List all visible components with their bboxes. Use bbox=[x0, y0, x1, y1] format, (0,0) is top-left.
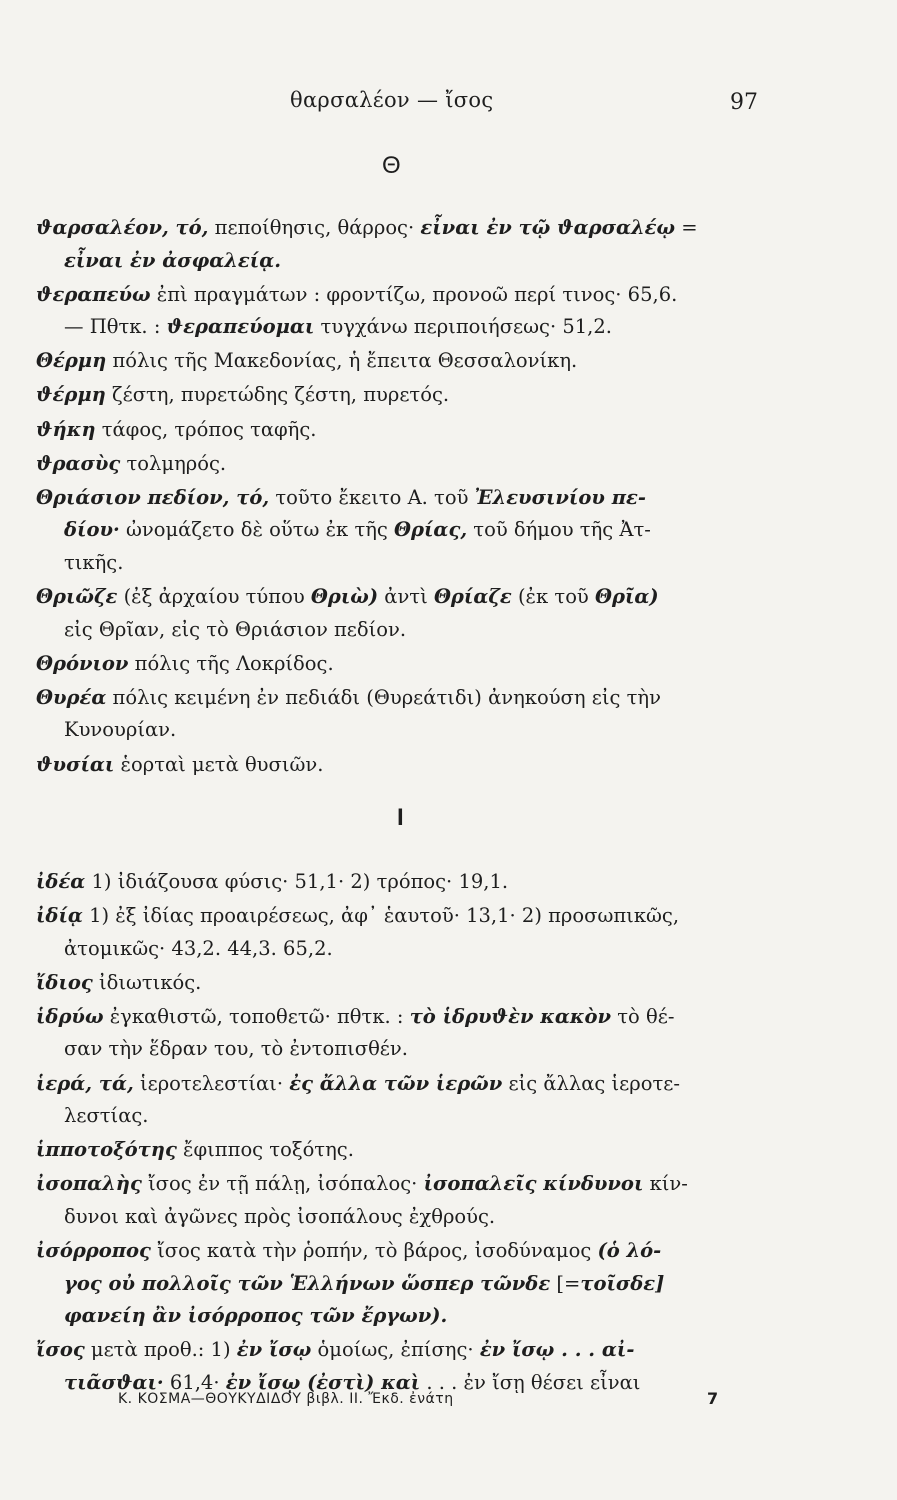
footer-signature: 7 bbox=[707, 1389, 719, 1408]
entry-first-line bbox=[36, 349, 577, 372]
dictionary-entry bbox=[36, 1068, 766, 1133]
dictionary-entry bbox=[36, 1168, 766, 1233]
entry-first-line bbox=[36, 686, 661, 709]
dictionary-entry bbox=[36, 448, 766, 481]
page-number: 97 bbox=[730, 90, 758, 115]
entry-definition-text: τοῦ δήμου τῆς Ἀτ- bbox=[467, 518, 651, 542]
dictionary-entry bbox=[36, 1001, 766, 1066]
entry-definition-text: ἴσος κατὰ τὴν ῥοπήν, τὸ βάρος, ἰσοδύναμος bbox=[150, 1239, 598, 1263]
entry-first-line bbox=[36, 1005, 674, 1028]
entry-first-line bbox=[36, 1138, 354, 1161]
entry-definition-text: εἰς ἄλλας ἱεροτε- bbox=[502, 1071, 680, 1095]
dictionary-entry bbox=[36, 967, 766, 1000]
entry-definition-text: 1) ἰδιάζουσα φύσις· 51,1· 2) τρόπος· 19,1. bbox=[85, 870, 509, 893]
dictionary-entry bbox=[36, 345, 766, 378]
dictionary-entry bbox=[36, 279, 766, 344]
entry-first-line bbox=[36, 652, 334, 675]
entry-definition-text: μετὰ προθ.: 1) bbox=[84, 1338, 237, 1362]
dictionary-entry bbox=[36, 482, 766, 580]
entry-definition-text: [= bbox=[550, 1271, 581, 1295]
entries-iota bbox=[36, 866, 766, 1401]
entry-first-line bbox=[36, 1239, 661, 1262]
entry-definition-text: τάφος, τρόπος ταφῆς. bbox=[95, 417, 317, 441]
entry-definition-text: Κυνουρίαν. bbox=[64, 718, 177, 742]
entry-definition-text: τολμηρός. bbox=[120, 451, 227, 475]
entry-first-line bbox=[36, 904, 679, 927]
entry-definition-text: ἔφιππος τοξότης. bbox=[176, 1138, 354, 1162]
entry-lemma-text: ἱπποτοξότης bbox=[36, 1138, 177, 1162]
dictionary-entry bbox=[36, 648, 766, 681]
entry-continuation-line bbox=[36, 614, 766, 647]
entry-first-line bbox=[36, 283, 677, 306]
entry-definition-text: ἴσος ἐν τῇ πάλῃ, ἰσόπαλος· bbox=[141, 1172, 424, 1196]
entry-lemma-text: ἐς ἄλλα τῶν ἱερῶν bbox=[289, 1071, 503, 1095]
entry-lemma-text: ϑεραπεύομαι bbox=[166, 315, 315, 339]
entry-first-line bbox=[36, 1072, 680, 1095]
entry-lemma-text: ἴδιος bbox=[36, 970, 93, 994]
entry-definition-text: κίν- bbox=[643, 1172, 688, 1196]
entry-definition-text: τυγχάνω περιποιήσεως· 51,2. bbox=[314, 315, 612, 339]
entry-lemma-text: ἰσόρροπος bbox=[36, 1239, 151, 1263]
entry-definition-text: πεποίθησις, θάρρος· bbox=[208, 216, 421, 239]
entry-continuation-line bbox=[36, 1201, 766, 1234]
entry-lemma-text: τοῖσδε] bbox=[580, 1271, 665, 1295]
entry-lemma-text: ϑεραπεύω bbox=[36, 282, 151, 306]
entry-definition-text: ἀντὶ bbox=[378, 585, 434, 609]
entry-first-line bbox=[36, 1338, 634, 1361]
entry-definition-text: πόλις τῆς Μακεδονίας, ἡ ἔπειτα Θεσσαλονίκη. bbox=[106, 349, 578, 373]
entry-lemma-text: φανείη ἂν ἰσόρροπος τῶν ἔργων). bbox=[64, 1304, 448, 1328]
entry-first-line bbox=[36, 486, 646, 509]
entry-lemma-text: ἱερά, τά, bbox=[36, 1071, 134, 1095]
entry-first-line bbox=[36, 216, 698, 239]
dictionary-entry bbox=[36, 414, 766, 447]
entry-lemma-text: Θρίαζε bbox=[433, 585, 512, 609]
entry-lemma-text: εἶναι ἐν ἀσφαλείᾳ. bbox=[64, 248, 282, 272]
entry-definition-text: ἑορταὶ μετὰ θυσιῶν. bbox=[114, 752, 324, 776]
entry-lemma-text: ἐν ἴσῳ . . . αἰ- bbox=[479, 1338, 635, 1362]
entry-definition-text: . . . ἐν ἴσῃ θέσει εἶναι bbox=[420, 1370, 641, 1394]
dictionary-entry bbox=[36, 1334, 766, 1399]
dictionary-entry bbox=[36, 212, 766, 277]
entry-lemma-text: τιᾶσϑαι· bbox=[64, 1370, 164, 1394]
dictionary-entry bbox=[36, 1235, 766, 1333]
entry-definition-text: ἀτομικῶς· 43,2. 44,3. 65,2. bbox=[64, 936, 333, 960]
entry-continuation-line bbox=[36, 1300, 766, 1333]
entry-lemma-text: εἶναι ἐν τῷ ϑαρσαλέῳ bbox=[420, 216, 676, 239]
entry-continuation-line bbox=[36, 714, 766, 747]
entry-definition-text: πόλις κειμένη ἐν πεδιάδι (Θυρεάτιδι) ἀνηκούση εἰς τὴν bbox=[106, 685, 661, 709]
entry-lemma-text: ἰδίᾳ bbox=[36, 904, 83, 928]
entry-definition-text: λεστίας. bbox=[64, 1104, 149, 1128]
entry-definition-text: ἐπὶ πραγμάτων : φροντίζω, προνοῶ περί τινος· 65,6. bbox=[150, 282, 678, 306]
entry-lemma-text: ϑήκη bbox=[36, 417, 96, 441]
entry-lemma-text: Θριὼ) bbox=[310, 585, 379, 609]
running-head: θαρσαλέον — ἴσος bbox=[290, 88, 494, 112]
dictionary-entry bbox=[36, 379, 766, 412]
footer-imprint: Κ. ΚΟΣΜΑ—ΘΟΥΚΥΔΙΔΟΥ βιβλ. ΙΙ. Ἔκδ. ἐνάτη bbox=[118, 1391, 454, 1407]
dictionary-entry bbox=[36, 1134, 766, 1167]
entry-definition-text: τικῆς. bbox=[64, 550, 124, 574]
entry-lemma-text: ἐν ἴσῳ bbox=[236, 1338, 312, 1362]
entry-continuation-line bbox=[36, 514, 766, 547]
entry-definition-text: — Πθτκ. : bbox=[64, 315, 167, 339]
entry-lemma-text: Θέρμη bbox=[36, 349, 107, 373]
entry-lemma-text: ϑρασὺς bbox=[36, 451, 121, 475]
entry-definition-text: σαν τὴν ἕδραν του, τὸ ἐντοπισθέν. bbox=[64, 1037, 408, 1061]
entry-lemma-text: Ἐλευσινίου πε- bbox=[474, 485, 646, 509]
entry-lemma-text: ἰσοπαλεῖς κίνδυνοι bbox=[423, 1172, 644, 1196]
entry-definition-text: ἱεροτελεστίαι· bbox=[133, 1071, 290, 1095]
entry-definition-text: (ἐξ ἀρχαίου τύπου bbox=[117, 585, 311, 609]
entry-definition-text: 61,4· bbox=[163, 1370, 226, 1394]
entry-continuation-line bbox=[36, 311, 766, 344]
dictionary-entry bbox=[36, 900, 766, 965]
entry-lemma-text: ἱδρύω bbox=[36, 1004, 104, 1028]
entry-definition-text: τὸ θέ- bbox=[611, 1004, 675, 1028]
entry-lemma-text: τὸ ἱδρυϑὲν κακὸν bbox=[409, 1004, 612, 1028]
entry-lemma-text: ϑαρσαλέον, τό, bbox=[36, 216, 209, 239]
entry-lemma-text: Θρῖα) bbox=[595, 585, 659, 609]
dictionary-entry bbox=[36, 682, 766, 747]
entry-continuation-line bbox=[36, 1268, 766, 1301]
entry-lemma-text: Θριῶζε bbox=[36, 585, 118, 609]
entry-continuation-line bbox=[36, 1100, 766, 1133]
section-letter-iota: I bbox=[397, 804, 404, 831]
entry-lemma-text: δίου· bbox=[64, 518, 120, 542]
entry-continuation-line bbox=[36, 933, 766, 966]
entry-definition-text: δυνοι καὶ ἀγῶνες πρὸς ἰσοπάλους ἐχθρούς. bbox=[64, 1204, 496, 1228]
entry-lemma-text: ϑυσίαι bbox=[36, 752, 115, 776]
entry-definition-text: ἰδιωτικός. bbox=[92, 970, 202, 994]
entry-definition-text: εἰς Θρῖαν, εἰς τὸ Θριάσιον πεδίον. bbox=[64, 617, 407, 641]
entry-definition-text: τοῦτο ἔκειτο Α. τοῦ bbox=[269, 485, 475, 509]
entry-continuation-line bbox=[36, 547, 766, 580]
entry-lemma-text: γος οὐ πολλοῖς τῶν Ἑλλήνων ὥσπερ τῶνδε bbox=[64, 1271, 551, 1295]
dictionary-entry bbox=[36, 749, 766, 782]
entry-first-line bbox=[36, 452, 226, 475]
entry-lemma-text: (ὁ λό- bbox=[597, 1239, 662, 1263]
entry-lemma-text: ἰδέα bbox=[36, 870, 86, 893]
entry-first-line bbox=[36, 971, 201, 994]
entry-definition-text: ὁμοίως, ἐπίσης· bbox=[311, 1338, 480, 1362]
entry-first-line bbox=[36, 1172, 688, 1195]
section-letter-theta: Θ bbox=[382, 152, 401, 179]
entry-definition-text: (ἐκ τοῦ bbox=[511, 585, 595, 609]
entry-definition-text: ἐγκαθιστῶ, τοποθετῶ· πθτκ. : bbox=[103, 1004, 410, 1028]
entry-first-line bbox=[36, 870, 508, 893]
entry-lemma-text: Θρίας, bbox=[394, 518, 468, 542]
entry-first-line bbox=[36, 383, 449, 406]
entry-lemma-text: Θριάσιον πεδίον, τό, bbox=[36, 485, 270, 509]
entry-definition-text: 1) ἐξ ἰδίας προαιρέσεως, ἀφ᾽ ἑαυτοῦ· 13,1· 2) προσωπικῶς, bbox=[82, 904, 680, 928]
entry-lemma-text: ἐν ἴσῳ (ἐστὶ) καὶ bbox=[225, 1370, 421, 1394]
dictionary-entry bbox=[36, 581, 766, 646]
entry-first-line bbox=[36, 585, 659, 608]
entry-definition-text: ζέστη, πυρετώδης ζέστη, πυρετός. bbox=[105, 383, 450, 407]
entry-continuation-line bbox=[36, 1033, 766, 1066]
entry-lemma-text: ϑέρμη bbox=[36, 383, 106, 407]
entry-lemma-text: ἴσος bbox=[36, 1338, 85, 1362]
entry-lemma-text: ἰσοπαλὴς bbox=[36, 1172, 142, 1196]
entry-definition-text: = bbox=[675, 216, 698, 239]
entry-definition-text: ὠνομάζετο δὲ οὕτω ἐκ τῆς bbox=[119, 518, 395, 542]
entry-continuation-line bbox=[36, 245, 766, 278]
entry-lemma-text: Θυρέα bbox=[36, 685, 107, 709]
dictionary-entry bbox=[36, 866, 766, 899]
entry-definition-text: πόλις τῆς Λοκρίδος. bbox=[128, 651, 334, 675]
entries-theta bbox=[36, 212, 766, 783]
entry-first-line bbox=[36, 753, 323, 776]
entry-first-line bbox=[36, 418, 316, 441]
entry-lemma-text: Θρόνιον bbox=[36, 651, 129, 675]
